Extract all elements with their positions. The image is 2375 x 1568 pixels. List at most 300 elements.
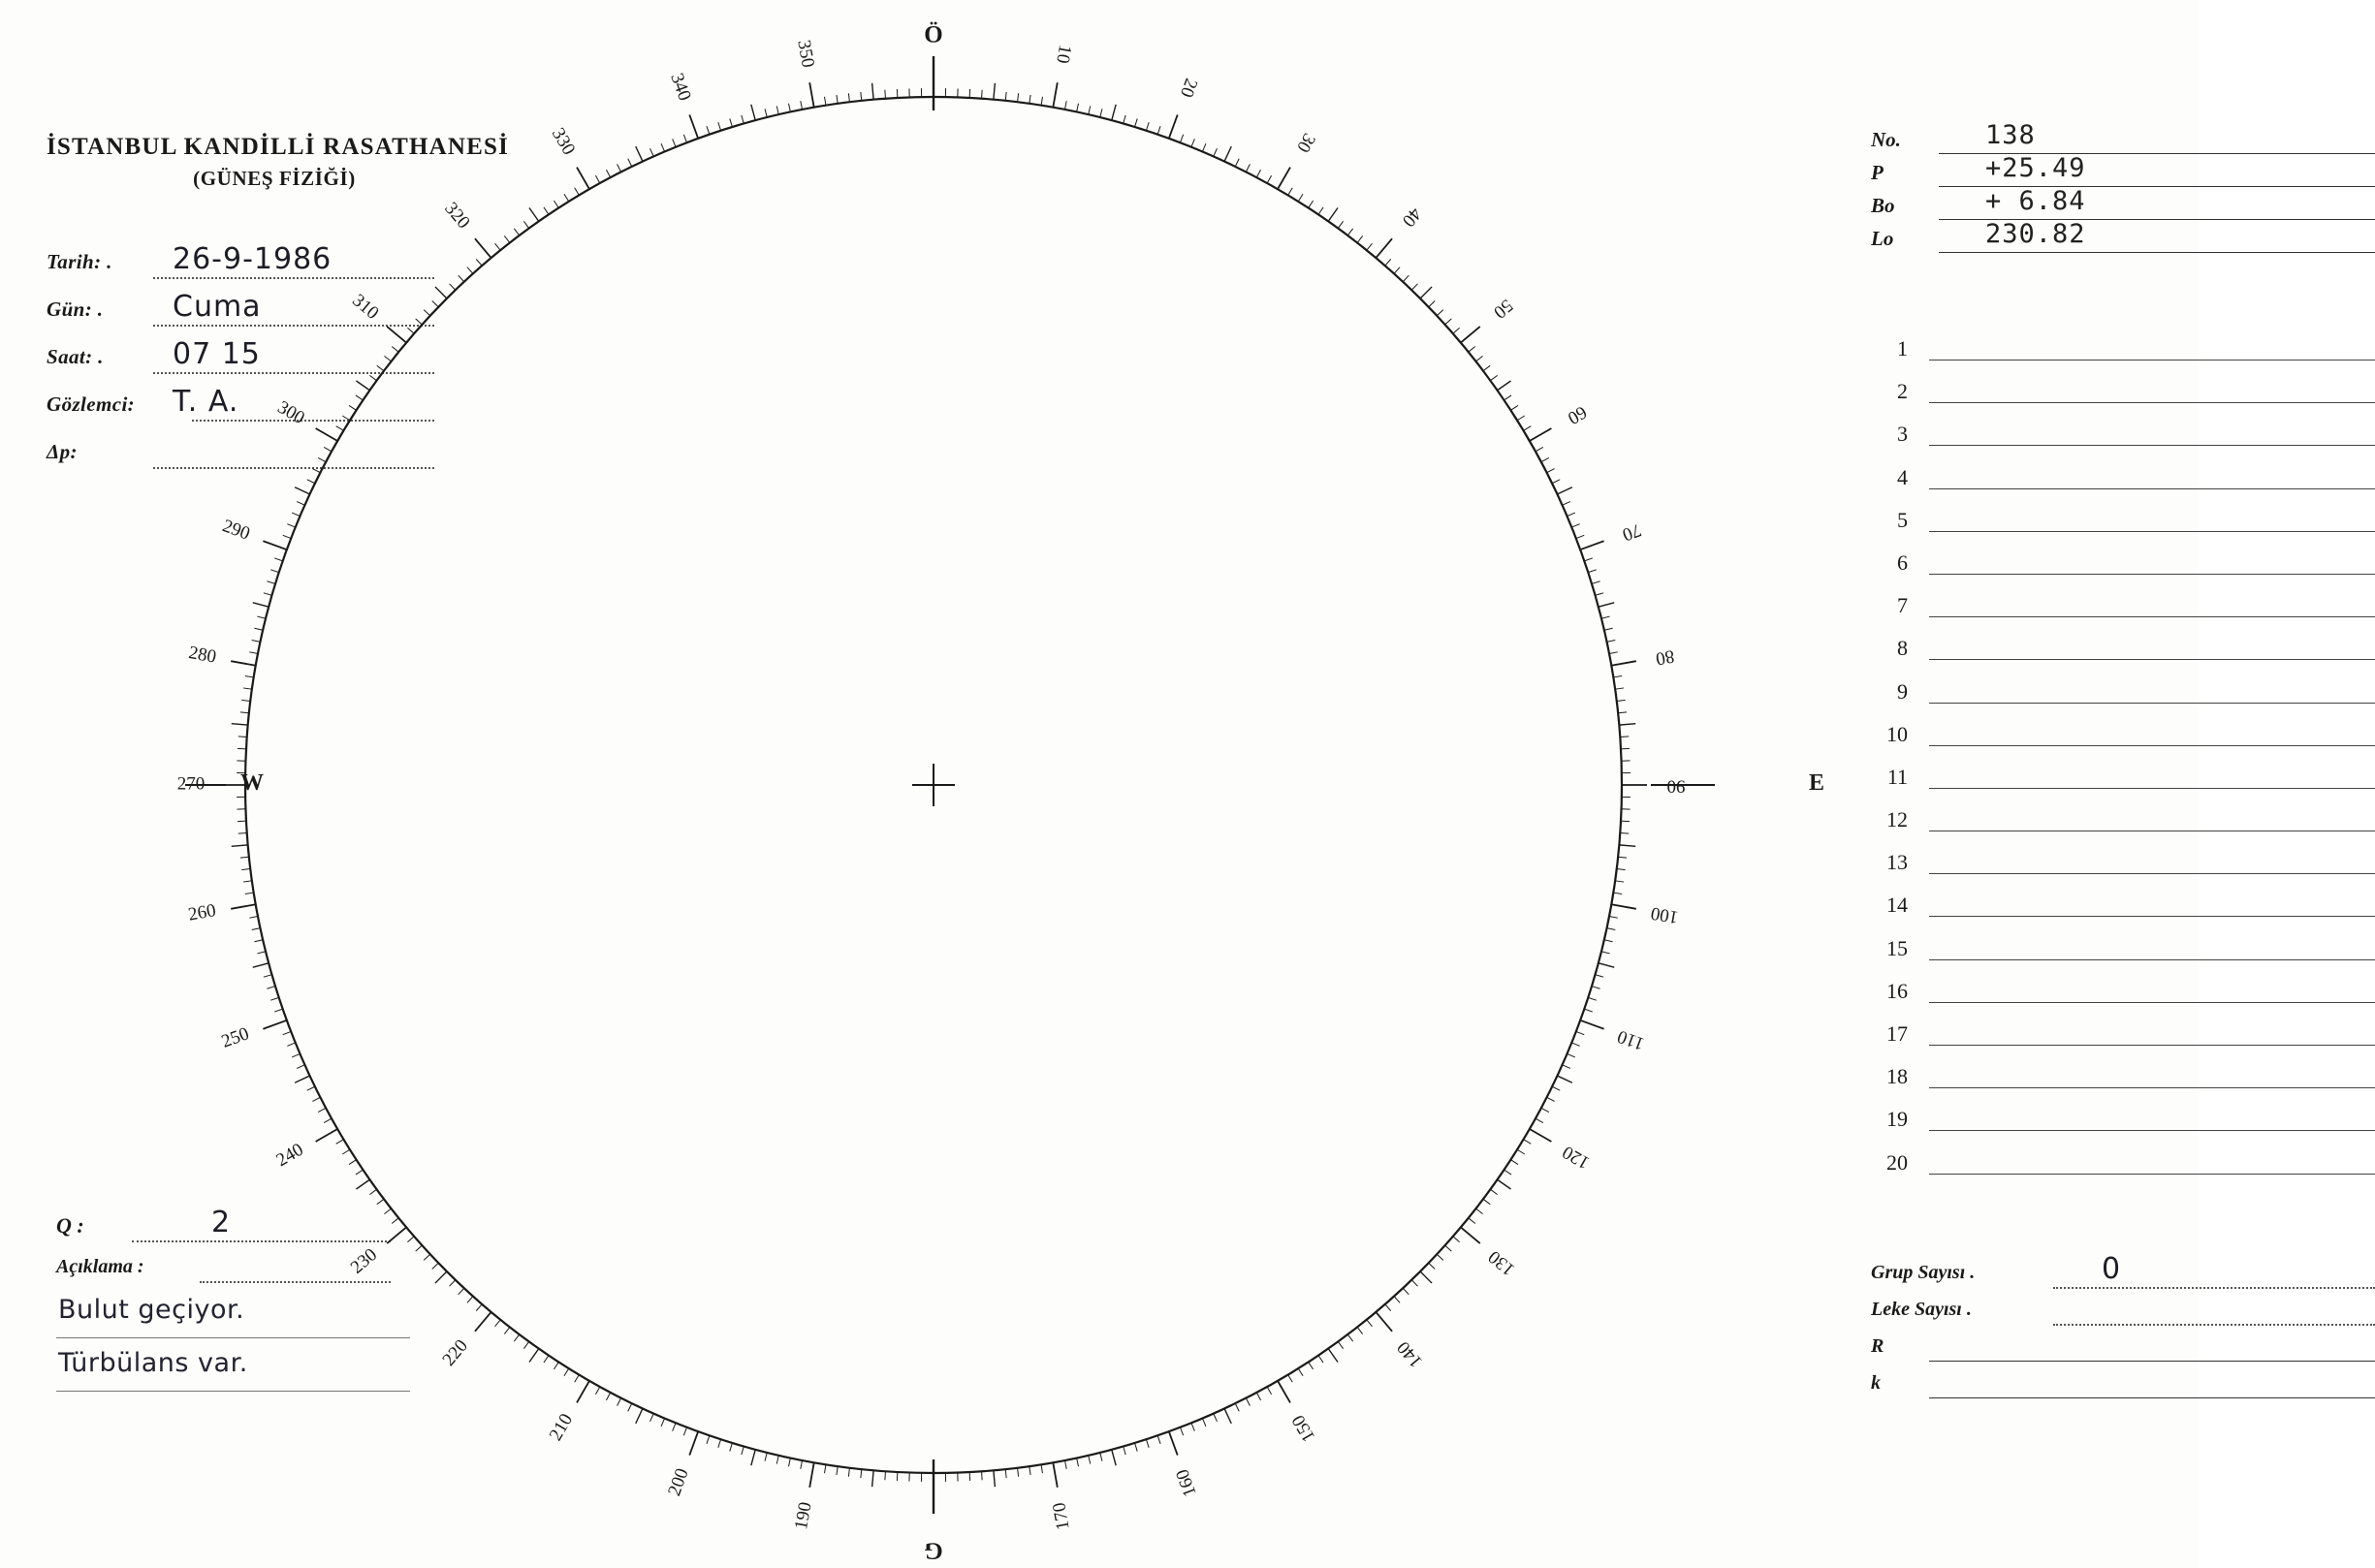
dial-tick: [1288, 1375, 1293, 1383]
dial-tick: [369, 1189, 376, 1194]
dial-tick: [1429, 1263, 1435, 1269]
dial-tick: [1089, 1456, 1091, 1464]
dial-tick: [1609, 652, 1618, 654]
dial-tick: [1403, 275, 1409, 282]
dial-tick: [618, 164, 621, 172]
dial-tick: [270, 570, 279, 573]
dial-tick: [1328, 1349, 1338, 1363]
dial-tick: [336, 426, 344, 431]
list-item-rule: [1929, 488, 2375, 489]
list-item-number: 10: [1886, 721, 1908, 746]
dial-tick: [801, 1460, 803, 1469]
dial-tick: [495, 243, 501, 250]
list-item-rule: [1929, 788, 2375, 789]
dial-tick: [1385, 1304, 1391, 1311]
dial-tick: [1041, 1464, 1042, 1473]
dial-tick: [523, 221, 528, 228]
dial-tick: [1146, 122, 1149, 131]
dial-tick: [1053, 82, 1058, 108]
dial-tick: [1461, 327, 1480, 343]
dial-tick: [1599, 963, 1614, 967]
dial-tick: [253, 963, 269, 967]
field-time-value: 07 15: [173, 337, 261, 371]
dial-tick: [809, 82, 814, 108]
dial-tick: [1453, 328, 1460, 333]
dial-tick: [232, 845, 248, 846]
dial-degree-label: 230: [346, 1244, 382, 1278]
dial-tick: [287, 1043, 295, 1046]
list-item[interactable]: [1871, 549, 2375, 591]
dial-degree-label: 150: [1287, 1411, 1320, 1446]
dial-tick: [1571, 524, 1579, 527]
field-r-rule: [1929, 1361, 2375, 1362]
dial-tick: [1146, 1439, 1149, 1448]
dial-tick: [1547, 469, 1555, 473]
dial-tick: [1367, 243, 1373, 250]
field-spot-count-underline: [2053, 1324, 2375, 1326]
dial-tick: [1580, 1020, 1603, 1029]
dial-tick: [267, 581, 275, 584]
dial-tick: [1394, 1297, 1400, 1303]
dial-tick: [554, 201, 558, 208]
dial-tick: [263, 1020, 286, 1029]
dial-tick: [1309, 201, 1314, 208]
list-item[interactable]: [1871, 1105, 2375, 1147]
dial-tick: [1202, 143, 1206, 151]
field-k-label: k: [1871, 1372, 1881, 1394]
dial-tick: [1552, 1086, 1560, 1090]
list-item-number: 19: [1886, 1107, 1908, 1132]
dial-tick: [1018, 93, 1019, 102]
dial-tick: [257, 616, 266, 618]
dial-tick: [1592, 987, 1600, 989]
dial-tick: [606, 1393, 610, 1400]
list-item-number: 12: [1886, 807, 1908, 832]
remark-text-2: Türbülans var.: [58, 1348, 248, 1378]
dial-tick: [1490, 375, 1497, 380]
dial-tick: [432, 301, 438, 307]
list-item[interactable]: [1871, 977, 2375, 1019]
dial-tick: [476, 259, 482, 266]
dial-tick: [1180, 1427, 1183, 1435]
dial-tick: [1135, 118, 1138, 127]
dial-tick: [1338, 221, 1343, 228]
list-item-rule: [1929, 616, 2375, 617]
dial-tick: [407, 328, 414, 333]
dial-tick: [1445, 319, 1452, 325]
dial-degree-label: 120: [1559, 1141, 1594, 1174]
dial-tick: [994, 1470, 995, 1487]
dial-tick: [1445, 1245, 1452, 1251]
dial-tick: [1618, 712, 1627, 713]
dial-tick: [718, 1439, 721, 1448]
dial-tick: [1571, 1043, 1579, 1046]
dial-tick: [254, 628, 263, 630]
dial-tick: [1005, 1469, 1006, 1478]
dial-degree-label: 250: [218, 1023, 252, 1052]
dial-tick: [1453, 1237, 1460, 1242]
dial-tick: [673, 1423, 676, 1430]
dial-degree-label: 170: [1049, 1500, 1074, 1532]
dial-tick: [1475, 1208, 1482, 1214]
dial-tick: [1604, 628, 1613, 630]
dial-tick: [751, 105, 755, 120]
dial-tick: [377, 365, 384, 370]
dial-tick: [1309, 1362, 1314, 1369]
dial-tick: [342, 416, 350, 421]
dial-tick: [1267, 175, 1271, 183]
dial-tick: [307, 1086, 315, 1090]
dial-tick: [1124, 1446, 1125, 1455]
dial-tick: [1606, 641, 1615, 643]
dial-tick: [1100, 109, 1102, 117]
dial-tick: [336, 1140, 344, 1145]
dial-tick: [297, 502, 304, 506]
dial-tick: [249, 652, 258, 654]
dial-tick: [1411, 284, 1417, 290]
dial-tick: [577, 1381, 589, 1403]
param-p-label: P: [1871, 161, 1884, 184]
field-observer-label: Gözlemci:: [47, 392, 136, 416]
dial-tick: [435, 1271, 447, 1283]
list-item[interactable]: [1871, 506, 2375, 549]
dial-tick: [1557, 1076, 1571, 1082]
dial-tick: [1620, 833, 1629, 834]
dial-tick: [1053, 1462, 1058, 1488]
dial-tick: [1469, 1218, 1475, 1224]
dial-tick: [241, 700, 250, 701]
dial-tick: [1112, 1450, 1116, 1465]
dial-tick: [825, 1464, 826, 1473]
dial-degree-label: 20: [1175, 76, 1202, 101]
dial-tick: [544, 207, 549, 214]
summary-fields: [1871, 1252, 2375, 1407]
dial-tick: [1619, 724, 1635, 725]
dial-tick: [245, 893, 254, 894]
dial-tick: [751, 1450, 755, 1465]
dial-tick: [1609, 916, 1618, 918]
dial-tick: [776, 1456, 778, 1464]
dial-tick: [1576, 535, 1584, 538]
dial-tick: [1580, 541, 1603, 549]
dial-tick: [1064, 101, 1066, 110]
dial-tick: [1517, 1149, 1525, 1154]
dial-tick: [994, 83, 995, 100]
dial-tick: [1613, 893, 1622, 894]
dial-tick: [628, 1403, 632, 1411]
list-item-number: 16: [1886, 978, 1908, 1003]
dial-tick: [1611, 661, 1636, 666]
list-item[interactable]: [1871, 720, 2375, 763]
dial-tick: [1530, 1129, 1552, 1142]
dial-degree-label: 280: [186, 643, 218, 668]
dial-tick: [475, 1312, 491, 1332]
param-bo-value: + 6.84: [1985, 186, 2086, 216]
dial-tick: [349, 405, 357, 410]
dial-tick: [1169, 1431, 1178, 1455]
dial-tick: [1437, 310, 1443, 316]
dial-degree-label: 140: [1393, 1336, 1427, 1372]
dial-tick: [1357, 1327, 1363, 1333]
dial-tick: [1617, 869, 1626, 870]
dial-tick: [253, 603, 269, 607]
dial-tick: [252, 928, 261, 930]
param-bo-label: Bo: [1871, 194, 1895, 217]
dial-tick: [240, 857, 249, 858]
dial-tick: [450, 1280, 456, 1286]
dial-tick: [231, 904, 256, 909]
list-item-rule: [1929, 1130, 2375, 1131]
list-item[interactable]: [1871, 934, 2375, 977]
dial-tick: [1420, 1271, 1432, 1283]
dial-tick: [1318, 207, 1323, 214]
list-item-number: 9: [1897, 678, 1908, 704]
dial-tick: [514, 229, 519, 235]
dial-tick: [1224, 1408, 1231, 1423]
dial-tick: [264, 593, 272, 595]
dial-tick: [238, 833, 247, 834]
dial-tick: [467, 1297, 473, 1303]
dial-tick: [424, 310, 430, 316]
dial-tick: [523, 1341, 528, 1348]
dial-tick: [424, 1254, 430, 1260]
list-item-number: 20: [1886, 1149, 1908, 1175]
dial-tick: [776, 106, 778, 114]
dial-tick: [689, 1431, 698, 1455]
list-item-rule: [1929, 659, 2375, 660]
dial-tick: [529, 207, 539, 221]
field-delta-p-label: Δp:: [47, 440, 78, 463]
dial-tick: [595, 1387, 599, 1395]
list-item-rule: [1929, 1045, 2375, 1046]
dial-tick: [837, 1466, 838, 1475]
dial-tick: [297, 1065, 304, 1069]
list-item[interactable]: [1871, 763, 2375, 805]
dial-tick: [1267, 1387, 1271, 1395]
field-day-label: Gün: .: [47, 298, 104, 321]
dial-degree-label: 340: [666, 70, 695, 104]
dial-tick: [392, 347, 398, 353]
dial-tick: [1403, 1288, 1409, 1295]
dial-tick: [1490, 1189, 1497, 1194]
dial-tick: [407, 1237, 414, 1242]
dial-tick: [1328, 207, 1338, 221]
field-date-value: 26-9-1986: [173, 242, 332, 276]
list-item[interactable]: [1871, 677, 2375, 720]
dial-tick: [1541, 1108, 1549, 1112]
dial-degree-label: 60: [1564, 401, 1591, 428]
dial-tick: [1552, 480, 1560, 484]
dial-tick: [564, 194, 569, 202]
dial-tick: [240, 712, 249, 713]
dial-tick: [307, 480, 315, 484]
dial-tick: [1469, 347, 1475, 353]
list-item-number: 17: [1886, 1021, 1908, 1046]
dial-tick: [1191, 1423, 1194, 1430]
dial-tick: [1547, 1097, 1555, 1101]
dial-degree-label: 200: [664, 1465, 693, 1499]
dial-tick: [416, 319, 423, 325]
dial-tick: [377, 1199, 384, 1204]
remark-text-1: Bulut geçiyor.: [58, 1295, 245, 1325]
dial-tick: [1357, 235, 1363, 242]
dial-tick: [650, 148, 654, 156]
dial-tick: [1169, 114, 1178, 138]
dial-tick: [254, 940, 263, 942]
field-k[interactable]: [1871, 1370, 2375, 1407]
dial-tick: [459, 1288, 464, 1295]
dial-tick: [1576, 1031, 1584, 1034]
dial-tick: [349, 1160, 357, 1165]
dial-tick: [475, 238, 491, 258]
dial-tick: [661, 1419, 665, 1427]
dial-degree-label: 50: [1489, 295, 1517, 323]
list-item-rule: [1929, 703, 2375, 704]
dial-tick: [504, 1327, 510, 1333]
dial-tick: [885, 1471, 886, 1480]
param-no-value: 138: [1985, 120, 2036, 150]
dial-tick: [683, 1427, 686, 1435]
dial-tick: [1385, 259, 1391, 266]
list-item[interactable]: [1871, 591, 2375, 634]
dial-tick: [801, 101, 803, 110]
dial-tick: [606, 170, 610, 177]
dial-tick: [243, 688, 252, 689]
west-marker: W: [240, 770, 264, 796]
dial-tick: [1510, 405, 1518, 410]
dial-tick: [356, 381, 369, 391]
list-item[interactable]: [1871, 377, 2375, 420]
dial-tick: [295, 487, 309, 494]
list-item[interactable]: [1871, 1062, 2375, 1105]
dial-tick: [1461, 1227, 1480, 1243]
field-r[interactable]: [1871, 1333, 2375, 1370]
dial-tick: [1005, 92, 1006, 101]
dial-tick: [628, 159, 632, 167]
dial-tick: [318, 457, 326, 461]
dial-tick: [1376, 1312, 1392, 1332]
list-item-rule: [1929, 360, 2375, 361]
dial-tick: [1202, 1419, 1206, 1427]
dial-tick: [1536, 1118, 1543, 1122]
list-item[interactable]: [1871, 634, 2375, 676]
list-item[interactable]: [1871, 420, 2375, 462]
dial-top-marker: Ö: [924, 21, 943, 48]
dial-tick: [1191, 139, 1194, 146]
dial-tick: [1318, 1356, 1323, 1363]
list-item[interactable]: [1871, 1019, 2375, 1062]
dial-tick: [544, 1356, 549, 1363]
dial-tick: [837, 95, 838, 104]
list-item[interactable]: [1871, 1148, 2375, 1191]
dial-tick: [1615, 688, 1624, 689]
list-item[interactable]: [1871, 334, 2375, 377]
dial-degree-label: 350: [793, 38, 818, 70]
list-item[interactable]: [1871, 805, 2375, 848]
dial-tick: [292, 1053, 300, 1057]
list-item-rule: [1929, 1087, 2375, 1088]
field-group-count-underline: [2053, 1287, 2375, 1289]
dial-tick: [1619, 845, 1635, 846]
dial-tick: [459, 275, 464, 282]
dial-tick: [1588, 997, 1597, 1000]
dial-tick: [267, 987, 275, 989]
dial-tick: [825, 97, 826, 106]
list-item-rule: [1929, 959, 2375, 960]
param-lo[interactable]: [1871, 219, 2162, 258]
dial-tick: [848, 1468, 849, 1477]
dial-tick: [1568, 1053, 1575, 1057]
list-item-number: 14: [1886, 893, 1908, 918]
dial-bottom-marker: G: [924, 1537, 943, 1564]
dial-tick: [292, 513, 300, 517]
dial-tick: [1604, 940, 1613, 942]
dial-tick: [1029, 95, 1030, 104]
dial-tick: [356, 1170, 363, 1175]
dial-tick: [324, 447, 332, 451]
dial-tick: [1615, 881, 1624, 882]
dial-degree-label: 70: [1619, 518, 1644, 546]
dial-tick: [312, 1097, 320, 1101]
dial-degree-label: 40: [1398, 203, 1426, 231]
dial-degree-label: 270: [176, 773, 206, 795]
list-item[interactable]: [1871, 891, 2375, 933]
dial-tick: [730, 118, 733, 127]
dial-tick: [1595, 975, 1603, 977]
dial-tick: [1530, 428, 1552, 441]
dial-degree-label: 300: [273, 396, 308, 429]
dial-tick: [1475, 356, 1482, 361]
dial-tick: [514, 1334, 519, 1341]
dial-degree-label: 30: [1292, 129, 1319, 156]
list-item[interactable]: [1871, 463, 2375, 506]
dial-tick: [885, 90, 886, 99]
dial-tick: [707, 126, 710, 135]
dial-tick: [283, 535, 291, 538]
field-spot-count[interactable]: [1871, 1297, 2375, 1333]
dial-tick: [1611, 904, 1636, 909]
dial-tick: [872, 83, 873, 100]
list-item-number: 4: [1897, 464, 1908, 489]
dial-tick: [435, 287, 447, 298]
list-item[interactable]: [1871, 848, 2375, 891]
field-observer-value: T. A.: [173, 385, 239, 419]
dial-tick: [872, 1470, 873, 1487]
sunspot-entry-list: [1871, 334, 2375, 1191]
dial-tick: [356, 1179, 369, 1189]
dial-tick: [287, 524, 295, 527]
dial-tick: [1180, 135, 1183, 142]
dial-tick: [450, 284, 456, 290]
dial-tick: [1246, 164, 1250, 172]
field-group-count[interactable]: [1871, 1252, 2375, 1297]
list-item-number: 3: [1897, 422, 1908, 447]
dial-tick: [689, 114, 698, 138]
dial-tick: [1498, 381, 1511, 391]
list-item-rule: [1929, 445, 2375, 446]
field-spot-count-label: Leke Sayısı .: [1871, 1299, 1972, 1320]
dial-tick: [1601, 616, 1610, 618]
field-r-label: R: [1871, 1335, 1884, 1357]
dial-tick: [636, 1408, 643, 1423]
dial-tick: [295, 1076, 309, 1082]
dial-tick: [1214, 1414, 1218, 1422]
dial-degree-label: 210: [545, 1410, 578, 1445]
dial-tick: [495, 1320, 501, 1327]
dial-tick: [416, 1245, 423, 1251]
dial-tick: [476, 1304, 482, 1311]
dial-tick: [1347, 1334, 1352, 1341]
